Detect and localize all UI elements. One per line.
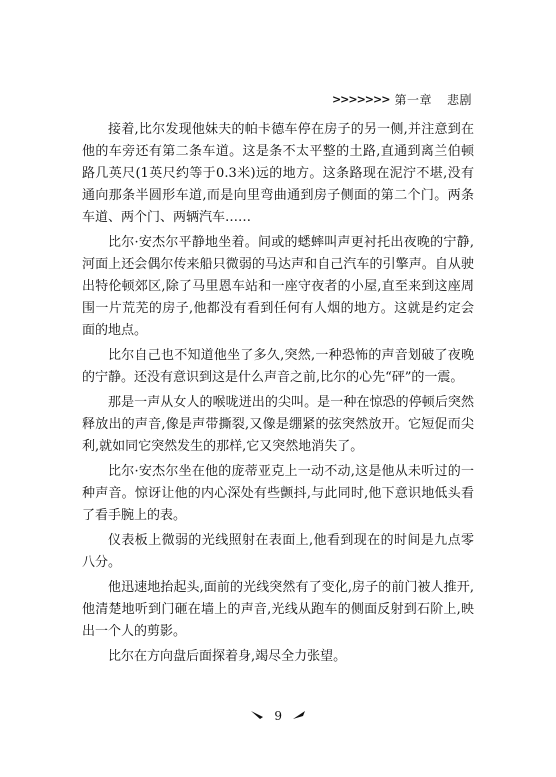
- paragraph: 仪表板上微弱的光线照射在表面上,他看到现在的时间是九点零八分。: [82, 533, 474, 570]
- paragraph: 那是一声从女人的喉咙迸出的尖叫。是一种在惊恐的停顿后突然释放出的声音,像是声带撕裂,又像是绷紧的弦突然放开。它短促而尖利,就如同它突然发生的那样,它又突然地消失了。: [82, 395, 474, 454]
- running-header: [332, 91, 472, 108]
- paragraph: 他迅速地抬起头,面前的光线突然有了变化,房子的前门被人推开,他清楚地听到门砸在墙上的声音,光线从跑车的侧面反射到石阶上,映出一个人的剪影。: [82, 580, 474, 639]
- paragraph: 比尔·安杰尔坐在他的庞蒂亚克上一动不动,这是他从未听过的一种声音。惊讶让他的内心深处有些颤抖,与此同时,他下意识地低头看了看手腕上的表。: [82, 464, 474, 523]
- body-text: [82, 119, 474, 671]
- pen-nib-icon: [250, 709, 268, 723]
- paragraph: 比尔·安杰尔平静地坐着。间或的蟋蟀叫声更衬托出夜晚的宁静,河面上还会偶尔传来船只微弱的马达声和自己汽车的引擎声。自从驶出特伦顿郊区,除了马里恩车站和一座守夜者的小屋,直至来到这座周围一片荒芜的房子,他都没有看到任何有人烟的地方。这就是约定会面的地点。: [82, 235, 474, 338]
- paragraph: 接着,比尔发现他妹夫的帕卡德车停在房子的另一侧,并注意到在他的车旁还有第二条车道。这是条不太平整的土路,直通到离兰伯顿路几英尺(1英尺约等于0.3米)远的地方。这条路现在泥泞不堪,没有通向那条半圆形车道,而是向里弯曲通到房子侧面的第二个门。两条车道、两个门、两辆汽车……: [82, 122, 474, 225]
- chapter-title: 悲剧: [446, 93, 472, 107]
- feather-icon: [292, 709, 306, 723]
- paragraph: 比尔在方向盘后面探着身,竭尽全力张望。: [108, 649, 347, 664]
- paragraph: 比尔自己也不知道他坐了多久,突然,一种恐怖的声音划破了夜晚的宁静。还没有意识到这是什么声音之前,比尔的心先“砰”的一震。: [82, 348, 474, 385]
- chevron-arrows-icon: >>>>>>>: [331, 93, 390, 106]
- page-footer: [0, 709, 556, 723]
- chapter-label: 第一章: [394, 93, 432, 107]
- page-number: 9: [274, 709, 282, 723]
